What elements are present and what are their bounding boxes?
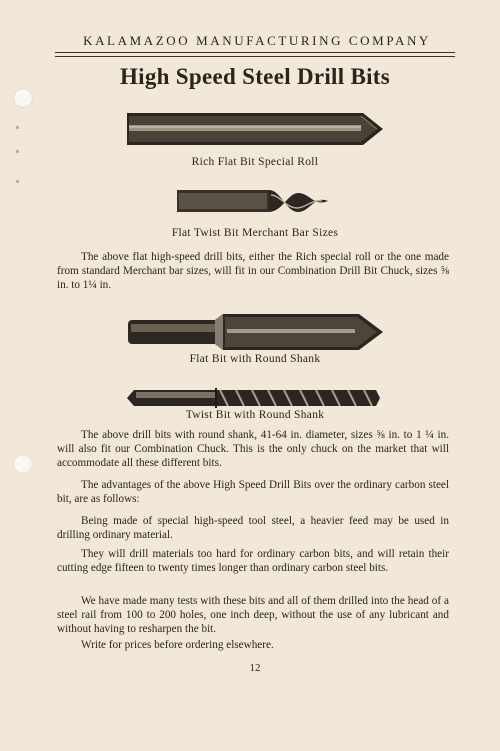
flat-twist-bit-illustration: [176, 185, 331, 217]
body-paragraph: The above flat high-speed drill bits, either the Rich special roll or the one made from standard Merchant bar sizes, will fit in our Combination Drill Bit Chuck, sizes ⅝ in. to 1¼ in.: [57, 251, 449, 292]
body-paragraph: They will drill materials too hard for ordinary carbon bits, and will retain their cutting edge fifteen to twenty times longer than ordinary carbon steel bits.: [57, 548, 449, 575]
figure-caption: Flat Twist Bit Merchant Bar Sizes: [171, 227, 339, 239]
twist-bit-round-shank-illustration: [124, 384, 382, 412]
flat-bit-round-shank-illustration: [127, 312, 385, 352]
body-paragraph: Being made of special high-speed tool steel, a heavier feed may be used in drilling ordinary material.: [57, 515, 449, 542]
punch-hole-top: [13, 88, 33, 108]
company-header: KALAMAZOO MANUFACTURING COMPANY: [83, 33, 431, 48]
header-rule: [55, 52, 455, 53]
page-title: High Speed Steel Drill Bits: [119, 64, 391, 89]
punch-hole-bottom: [13, 454, 33, 474]
page-number: 12: [249, 662, 261, 674]
figure-caption: Rich Flat Bit Special Roll: [191, 156, 319, 168]
figure-caption: Twist Bit with Round Shank: [185, 409, 325, 421]
body-paragraph: The above drill bits with round shank, 41-64 in. diameter, sizes ⅝ in. to 1 ¼ in. will also fit our Combination Chuck. This is the only chuck on the market that will accommodate all these different bits.: [57, 429, 449, 470]
paper-mark: [16, 150, 19, 153]
flat-bit-illustration: [125, 111, 385, 147]
header-rule-thin: [55, 56, 455, 57]
figure-caption: Flat Bit with Round Shank: [189, 353, 321, 365]
body-paragraph: We have made many tests with these bits and all of them drilled into the head of a steel rail from 100 to 200 holes, one inch deep, without the use of any lubricant and without having to resharpen the bit.: [57, 595, 449, 636]
body-paragraph: The advantages of the above High Speed Drill Bits over the ordinary carbon steel bit, are as follows:: [57, 479, 449, 506]
paper-mark: [16, 126, 19, 129]
paper-mark: [16, 180, 19, 183]
body-paragraph: Write for prices before ordering elsewhere.: [81, 639, 274, 651]
